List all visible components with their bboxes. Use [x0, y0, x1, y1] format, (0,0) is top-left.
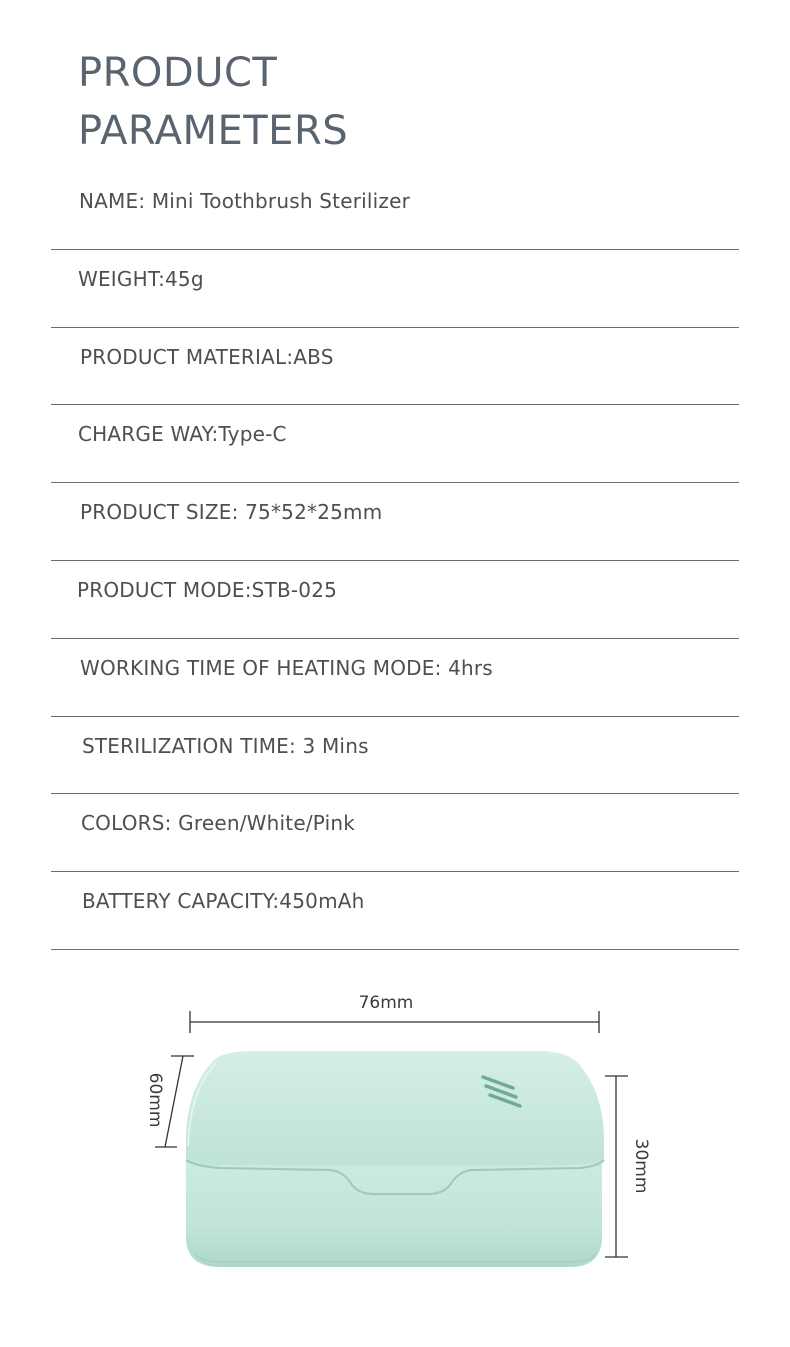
- width-dimension: [190, 993, 599, 1033]
- param-row-heating-time: [51, 639, 739, 717]
- param-row-charge-way: [51, 405, 739, 483]
- param-row-sterilization-time: [51, 717, 739, 795]
- param-heating-time: WORKING TIME OF HEATING MODE: 4hrs: [80, 655, 493, 680]
- param-mode: PRODUCT MODE:STB-025: [77, 577, 338, 602]
- param-charge-way: CHARGE WAY:Type-C: [78, 422, 287, 447]
- product-illustration: [0, 970, 790, 1300]
- page-title: [78, 44, 348, 160]
- depth-label: 60mm: [145, 1072, 165, 1128]
- param-name: NAME: Mini Toothbrush Sterilizer: [79, 189, 411, 213]
- title-line-1: PRODUCT: [78, 50, 278, 96]
- param-row-weight: [51, 250, 739, 328]
- param-row-name: [51, 172, 739, 250]
- height-label: 30mm: [631, 1138, 651, 1194]
- param-size: PRODUCT SIZE: 75*52*25mm: [80, 500, 383, 525]
- product-figure: [0, 970, 790, 1300]
- width-label: 76mm: [358, 993, 414, 1013]
- height-dimension: [605, 1076, 651, 1257]
- param-weight: WEIGHT:45g: [78, 266, 204, 291]
- param-row-colors: [51, 794, 739, 872]
- param-sterilization-time: STERILIZATION TIME: 3 Mins: [82, 733, 369, 758]
- param-colors: COLORS: Green/White/Pink: [81, 811, 355, 836]
- sterilizer-box: [186, 1051, 604, 1267]
- param-row-size: [51, 483, 739, 561]
- title-line-2: PARAMETERS: [78, 108, 349, 154]
- param-row-material: [51, 328, 739, 406]
- parameter-list: [51, 172, 739, 950]
- param-battery: BATTERY CAPACITY:450mAh: [82, 889, 365, 914]
- param-material: PRODUCT MATERIAL:ABS: [80, 344, 334, 369]
- param-row-battery: [51, 872, 739, 950]
- param-row-mode: [51, 561, 739, 639]
